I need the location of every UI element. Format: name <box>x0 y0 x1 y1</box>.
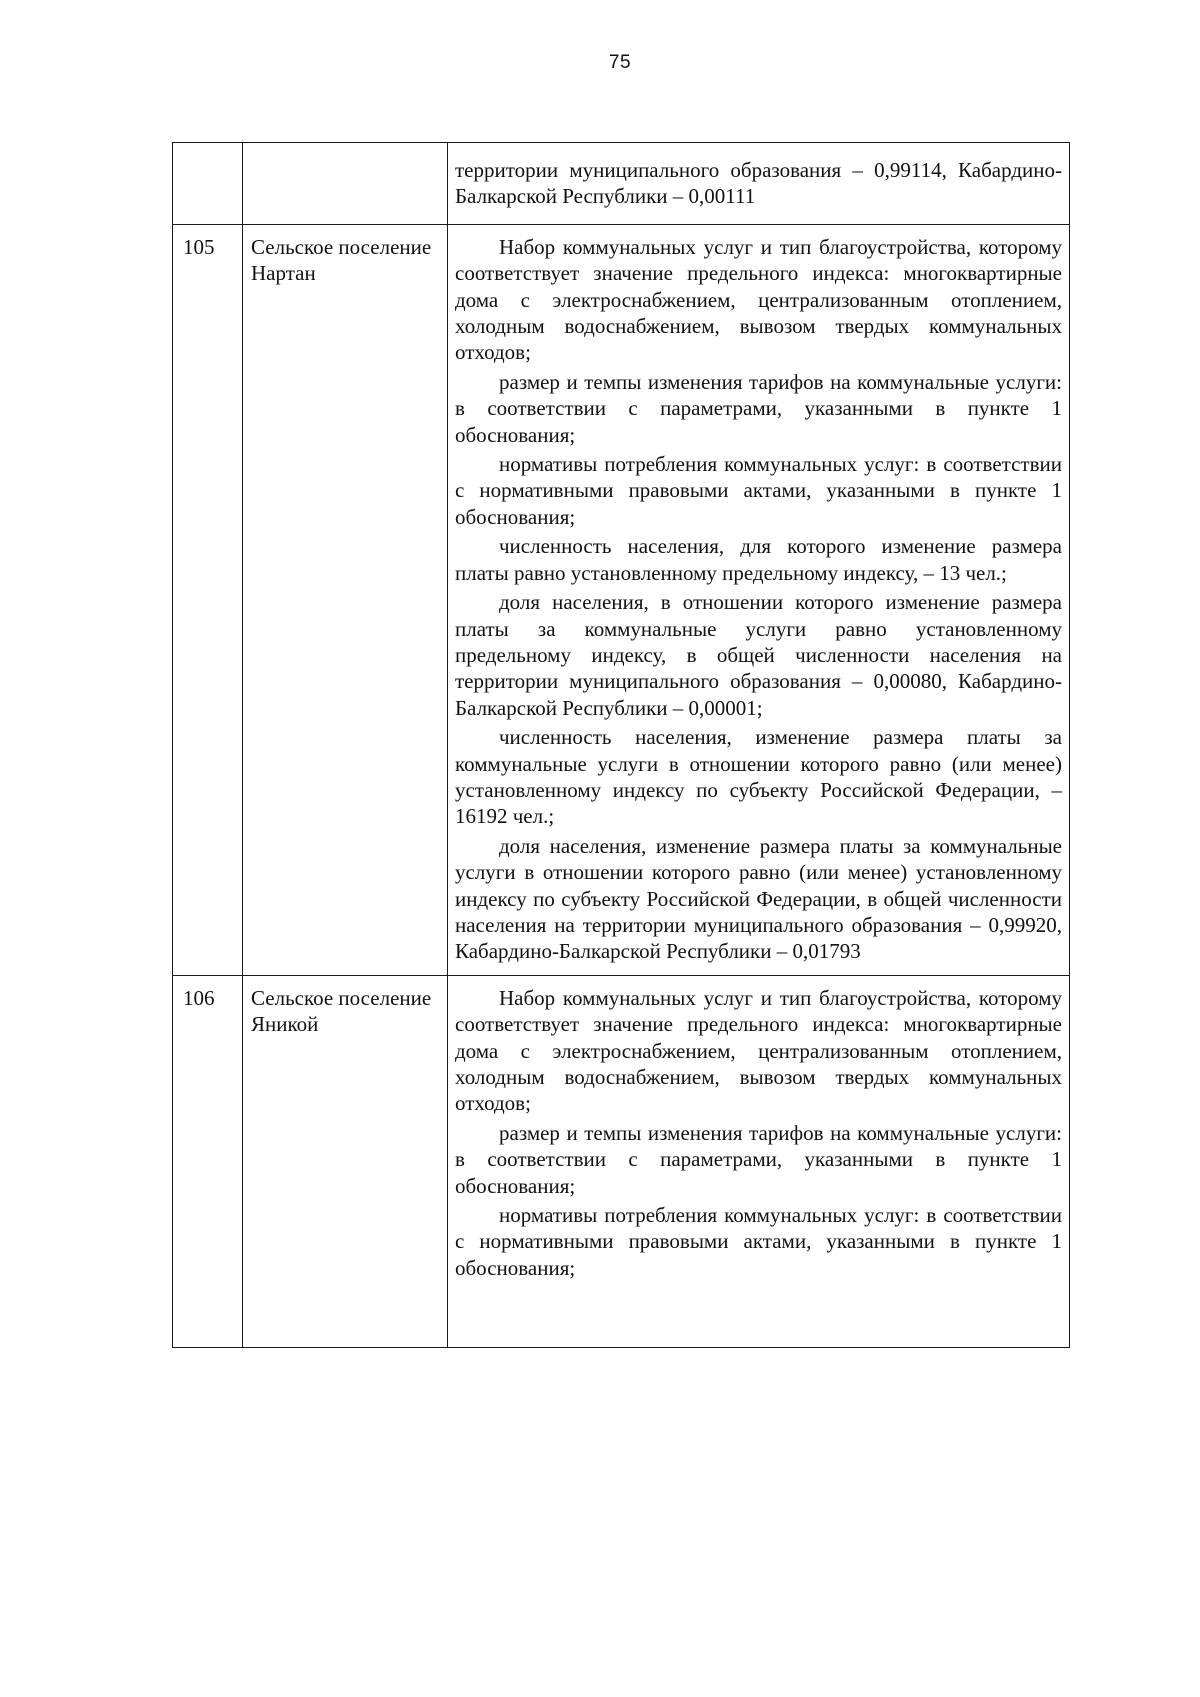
description-cell <box>448 975 1070 1347</box>
settlements-table <box>172 142 1070 1348</box>
settlement-name-cell <box>243 143 448 225</box>
description-paragraph: нормативы потребления коммунальных услуг: в соответствии с нормативными правовыми актами, указанными в пункте 1 обоснования; <box>455 452 1062 529</box>
description-paragraph: доля населения, изменение размера платы за коммунальные услуги в отношении которого равно (или менее) установленному индексу по субъекту Российской Федерации, в общей численности населения на территории муниципального образования – 0,99920, Кабардино-Балкарской Республики – 0,01793 <box>455 833 1062 964</box>
description-paragraph: Набор коммунальных услуг и тип благоустройства, которому соответствует значение предельного индекса: многоквартирные дома с электроснабжением, централизованным отоплением, холодным водоснабжением, вывозом твердых коммунальных отходов; <box>455 234 1062 365</box>
description-paragraph: доля населения, в отношении которого изменение размера платы за коммунальные услуги равно установленному предельному индексу, в общей численности населения на территории муниципального образования – 0,00080, Кабардино-Балкарской Республики – 0,00001; <box>455 590 1062 720</box>
row-number-cell: 105 <box>173 224 243 975</box>
table-row-105 <box>173 224 1070 975</box>
description-cell <box>448 143 1070 225</box>
description-paragraph: размер и темпы изменения тарифов на коммунальные услуги: в соответствии с параметрами, указанными в пункте 1 обоснования; <box>455 369 1062 447</box>
description-paragraph: территории муниципального образования – 0,99114, Кабардино-Балкарской Республики – 0,00111 <box>455 158 1062 209</box>
description-paragraph: численность населения, изменение размера платы за коммунальные услуги в отношении которого равно (или менее) установленному индексу по субъекту Российской Федерации, – 16192 чел.; <box>455 725 1062 829</box>
description-cell <box>448 224 1070 975</box>
description-paragraph: размер и темпы изменения тарифов на коммунальные услуги: в соответствии с параметрами, указанными в пункте 1 обоснования; <box>455 1120 1062 1198</box>
row-number-cell <box>173 143 243 225</box>
table-row-continuation <box>173 143 1070 225</box>
table-row-106 <box>173 975 1070 1347</box>
description-paragraph: нормативы потребления коммунальных услуг: в соответствии с нормативными правовыми актами, указанными в пункте 1 обоснования; <box>455 1203 1062 1280</box>
description-paragraph: Набор коммунальных услуг и тип благоустройства, которому соответствует значение предельного индекса: многоквартирные дома с электроснабжением, централизованным отоплением, холодным водоснабжением, вывозом твердых коммунальных отходов; <box>455 985 1062 1116</box>
settlement-name-cell: Сельское поселение Яникой <box>243 975 448 1347</box>
row-number-cell: 106 <box>173 975 243 1347</box>
settlement-name-cell: Сельское поселение Нартан <box>243 224 448 975</box>
page-number: 75 <box>608 52 632 73</box>
description-paragraph: численность населения, для которого изменение размера платы равно установленному предельному индексу, – 13 чел.; <box>455 534 1062 585</box>
